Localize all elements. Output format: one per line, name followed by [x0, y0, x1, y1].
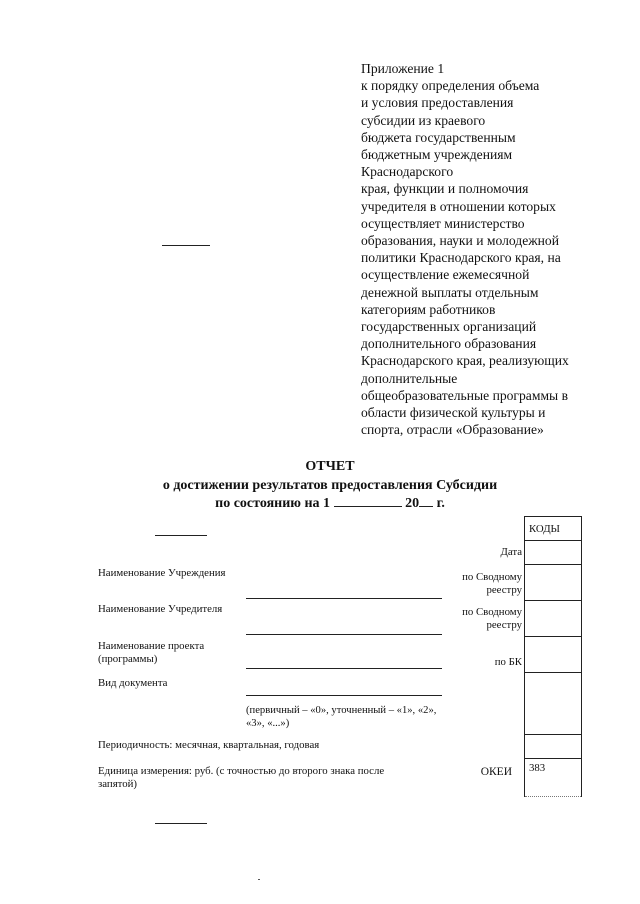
appendix-line: спорта, отрасли «Образование»: [361, 422, 544, 438]
code-date-cell[interactable]: [525, 541, 581, 565]
label-date: Дата: [500, 546, 522, 558]
date-line-prefix: по состоянию на 1: [215, 496, 331, 511]
doc-type-hint: (первичный – «0», уточненный – «1», «2», «3», «...»): [246, 705, 437, 729]
appendix-line: субсидии из краевого: [361, 112, 486, 128]
appendix-line: осуществление ежемесячной: [361, 267, 530, 283]
margin-dash: [155, 823, 207, 824]
report-date-line: [120, 495, 540, 513]
code-doctype-cell[interactable]: [525, 673, 581, 735]
appendix-line: категориям работников: [361, 301, 496, 317]
code-registry-cell-2[interactable]: [525, 601, 581, 637]
project-input-line[interactable]: [246, 668, 442, 669]
code-bk-cell[interactable]: [525, 637, 581, 673]
label-doc-type: Вид документа: [98, 677, 168, 689]
appendix-line: и условия предоставления: [361, 95, 514, 111]
label-registry-2: по Сводному реестру: [462, 606, 522, 631]
appendix-line: дополнительные: [361, 370, 458, 386]
codes-table: [524, 516, 582, 797]
date-day-month-blank[interactable]: [334, 495, 402, 507]
appendix-line: к порядку определения объема: [361, 78, 540, 94]
appendix-line: денежной выплаты отдельным: [361, 284, 539, 300]
code-registry-cell-1[interactable]: [525, 565, 581, 601]
founder-input-line[interactable]: [246, 634, 442, 635]
margin-dash: [162, 245, 210, 246]
code-period-cell[interactable]: [525, 735, 581, 759]
appendix-line: общеобразовательные программы в: [361, 387, 568, 403]
report-subtitle: о достижении результатов предоставления Субсидии: [162, 478, 498, 493]
appendix-line: бюджета государственным: [361, 129, 516, 145]
codes-header: КОДЫ: [525, 517, 581, 541]
appendix-line: образования, науки и молодежной: [361, 233, 559, 249]
appendix-line: учредителя в отношении которых: [361, 198, 556, 214]
appendix-line: области физической культуры и: [361, 405, 546, 421]
date-line-year: 20: [405, 496, 420, 511]
date-line-suffix: г.: [436, 496, 445, 511]
label-registry-1: по Сводному реестру: [462, 571, 522, 596]
appendix-line: политики Краснодарского края, на: [361, 250, 561, 266]
appendix-line: Краснодарского: [361, 164, 454, 180]
label-project: Наименование проекта (программы): [98, 640, 205, 665]
doc-type-input-line[interactable]: [246, 695, 442, 696]
appendix-line: Приложение 1: [361, 61, 445, 76]
label-okei: ОКЕИ: [480, 766, 512, 778]
label-founder: Наименование Учредителя: [98, 603, 223, 615]
institution-input-line[interactable]: [246, 598, 442, 599]
scan-speck: [258, 879, 260, 880]
margin-dash: [155, 535, 207, 536]
label-institution: Наименование Учреждения: [98, 567, 226, 579]
appendix-line: края, функции и полномочия: [361, 181, 529, 197]
appendix-line: дополнительного образования: [361, 336, 537, 352]
appendix-line: осуществляет министерство: [361, 215, 525, 231]
report-title: ОТЧЕТ: [305, 459, 355, 474]
code-okei-cell: 383: [525, 759, 581, 797]
label-periodicity: Периодичность: месячная, квартальная, годовая: [98, 739, 320, 751]
date-year-blank[interactable]: [419, 495, 433, 507]
label-bk: по БК: [494, 656, 522, 668]
label-unit: Единица измерения: руб. (с точностью до второго знака после запятой): [98, 765, 385, 790]
appendix-line: Краснодарского края, реализующих: [361, 353, 569, 369]
appendix-line: бюджетным учреждениям: [361, 147, 513, 163]
appendix-line: государственных организаций: [361, 319, 537, 335]
appendix-note: [361, 60, 601, 438]
